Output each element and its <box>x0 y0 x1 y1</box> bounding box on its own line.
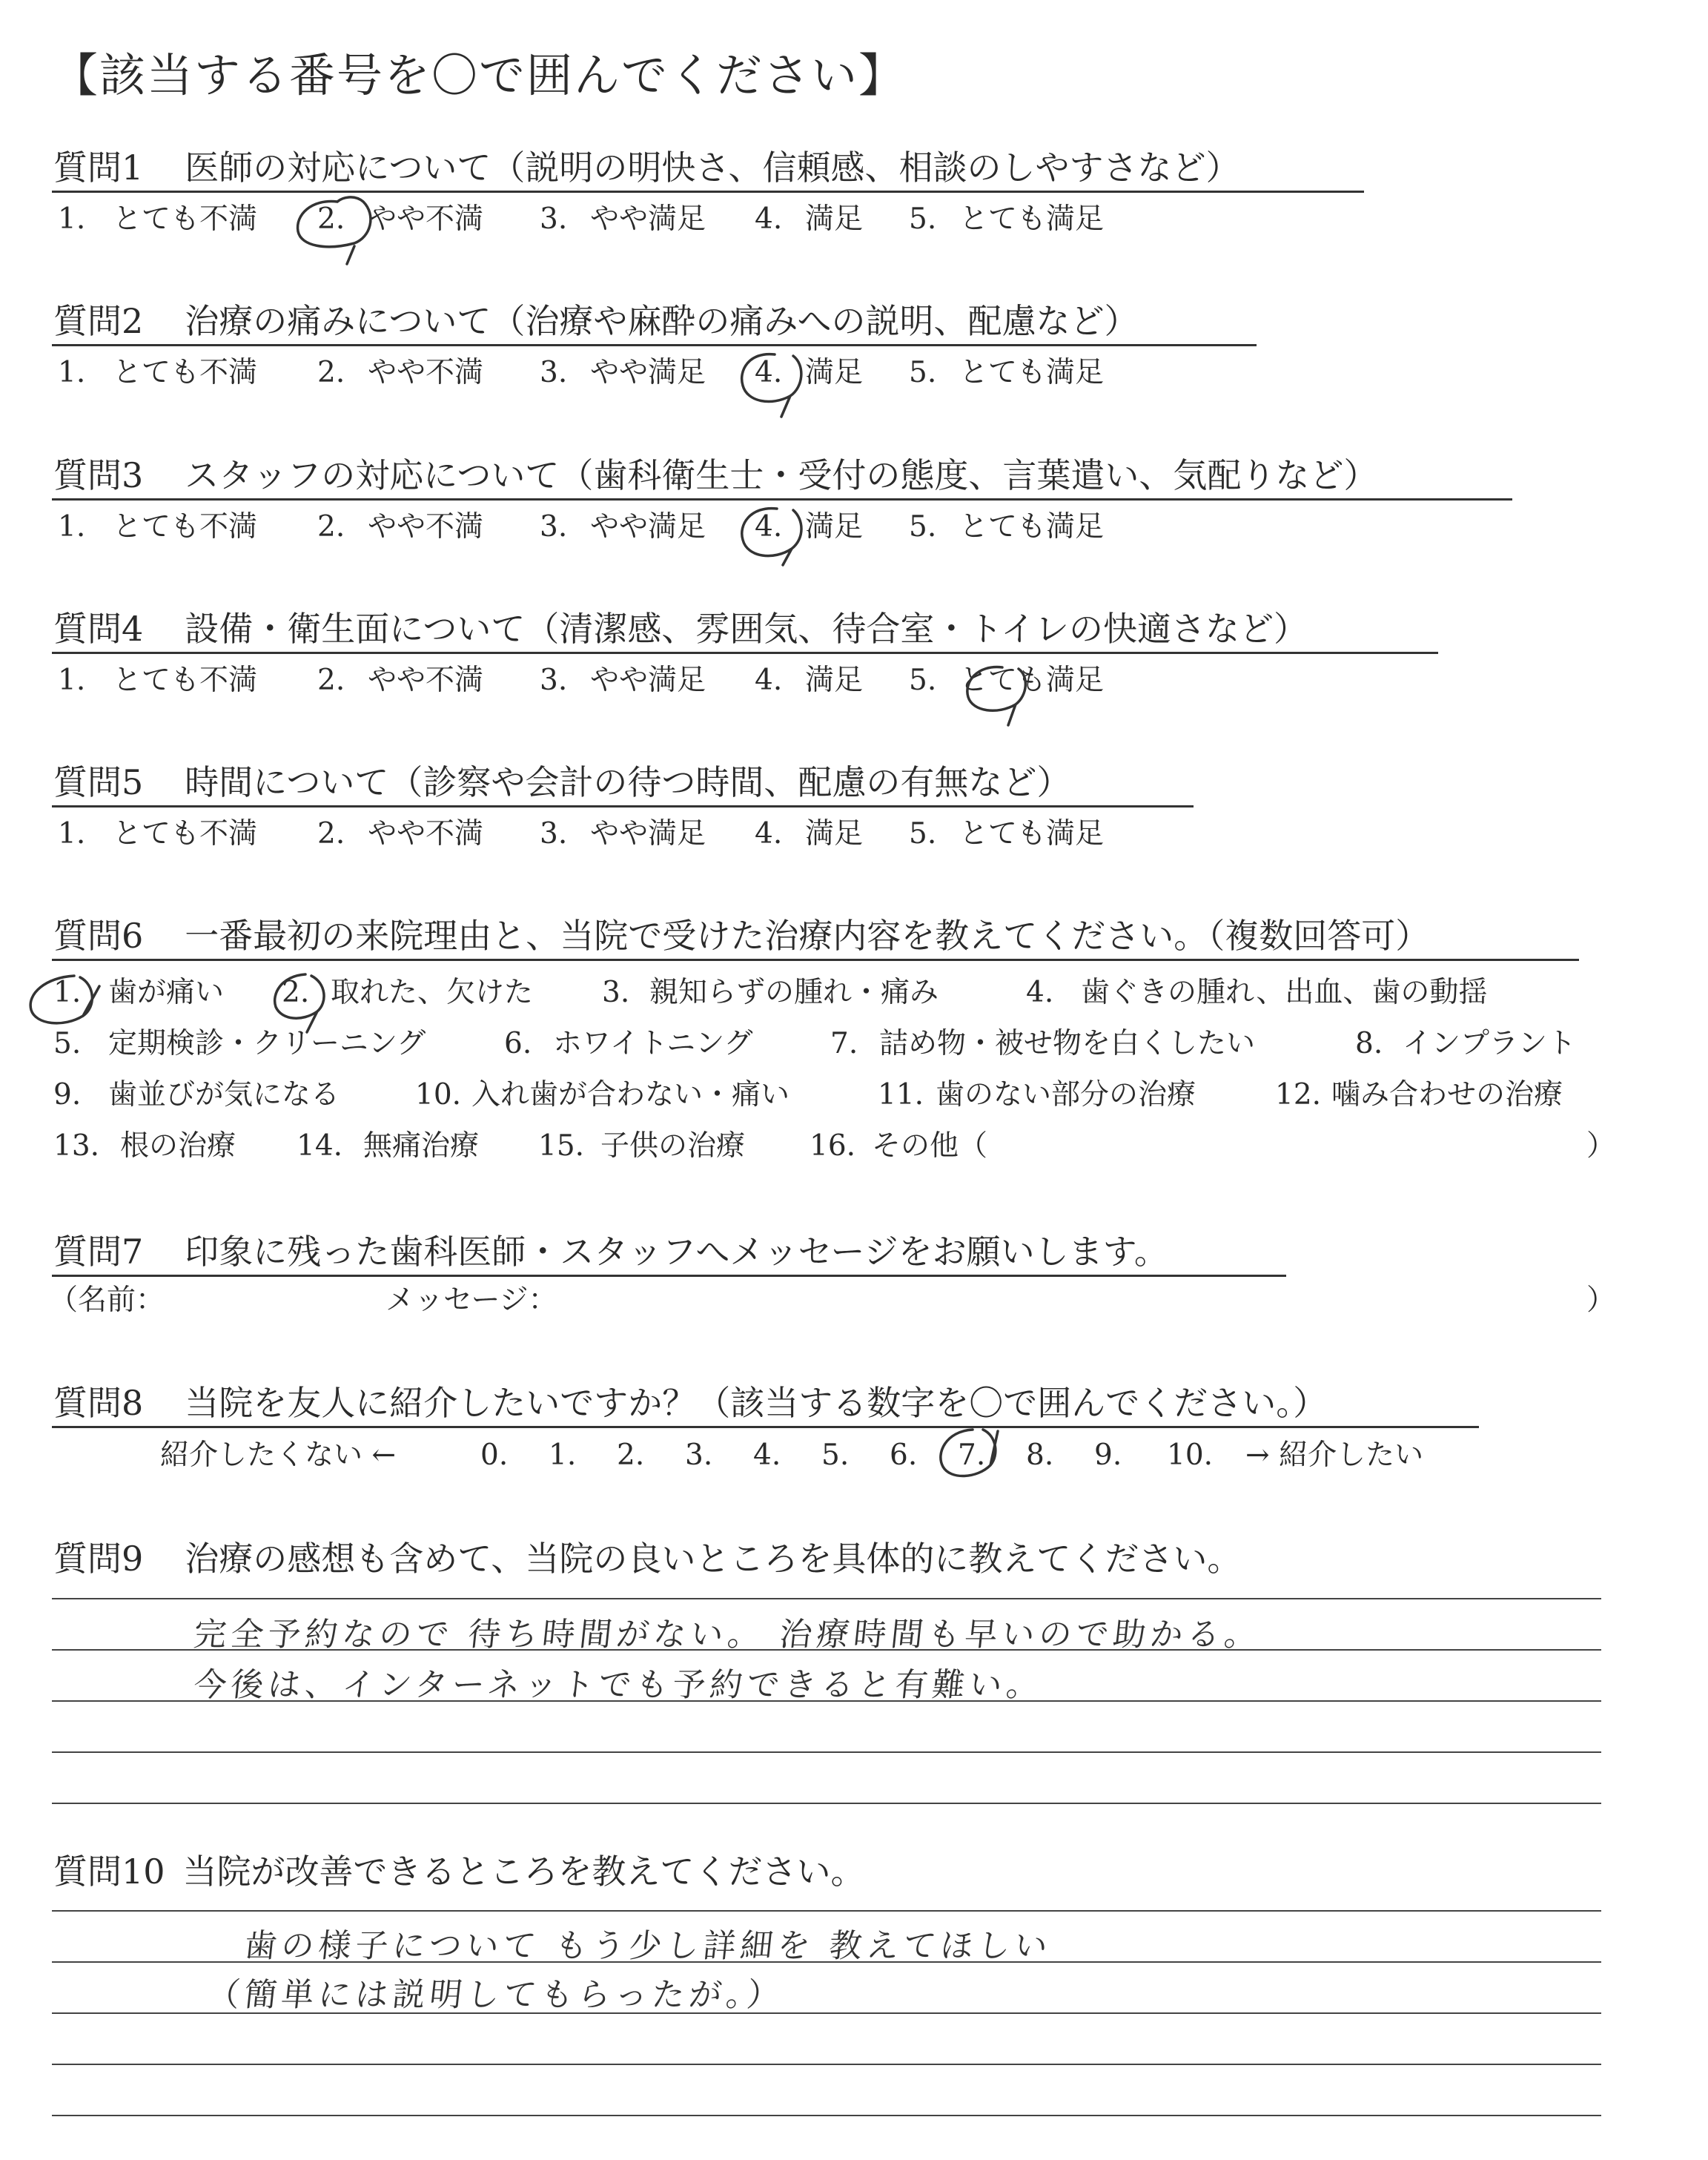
q4-option-3-num[interactable]: 3. <box>540 664 568 697</box>
q8-number-5[interactable]: 5. <box>821 1439 850 1472</box>
question-8: 質問8 当院を友人に紹介したいですか？（該当する数字を〇で囲んでください。） <box>53 1383 1328 1423</box>
q3-option-2-label: やや不満 <box>368 510 484 544</box>
q5-option-4-label: 満足 <box>805 817 864 851</box>
q10-answer-line-5 <box>52 2115 1601 2116</box>
q1-option-1-label: とても不満 <box>113 202 258 236</box>
q1-option-5-num[interactable]: 5. <box>909 202 937 236</box>
q6-option-15-num[interactable]: 15. <box>538 1129 585 1163</box>
q8-number-8[interactable]: 8. <box>1026 1439 1054 1472</box>
q6-option-11-num[interactable]: 11. <box>878 1078 924 1112</box>
q2-option-4-label: 満足 <box>805 356 864 389</box>
q3-option-4-label: 満足 <box>805 510 864 544</box>
q10-answer-line-1 <box>52 1910 1601 1912</box>
q6-option-6-label: ホワイトニング <box>553 1027 753 1060</box>
q3-option-4-num[interactable]: 4. <box>755 510 783 544</box>
q6-option-15-label: 子供の治療 <box>600 1129 746 1163</box>
q7-message-label: メッセージ： <box>385 1284 557 1317</box>
q6-option-9-num[interactable]: 9. <box>53 1078 82 1112</box>
q6-option-7-num[interactable]: 7. <box>830 1027 858 1060</box>
question-6: 質問6 一番最初の来院理由と、当院で受けた治療内容を教えてください。（複数回答可） <box>53 916 1430 956</box>
q6-option-8-label: インプラント <box>1403 1027 1577 1060</box>
q7-name-label: （名前： <box>49 1284 165 1317</box>
q6-option-11-label: 歯のない部分の治療 <box>936 1078 1196 1112</box>
q1-option-2-label: やや不満 <box>368 202 484 236</box>
q5-option-2-label: やや不満 <box>368 817 484 851</box>
q8-number-3[interactable]: 3. <box>685 1439 713 1472</box>
q4-option-5-label: とても満足 <box>959 664 1105 697</box>
question-1: 質問1 医師の対応について（説明の明快さ、信頼感、相談のしやすさなど） <box>53 148 1240 188</box>
q6-option-2-label: 取れた、欠けた <box>331 976 534 1009</box>
q6-option-3-label: 親知らずの腫れ・痛み <box>649 976 939 1009</box>
q6-option-7-label: 詰め物・被せ物を白くしたい <box>879 1027 1256 1060</box>
q6-option-3-num[interactable]: 3. <box>602 976 630 1009</box>
q2-option-2-label: やや不満 <box>368 356 484 389</box>
q2-option-3-num[interactable]: 3. <box>540 356 568 389</box>
q6-option-10-num[interactable]: 10. <box>415 1078 462 1112</box>
q10-handwritten-answer-1: 歯の様子について もう少し詳細を 教えてほしい <box>242 1927 1054 1965</box>
question-1-underline <box>52 191 1364 193</box>
q5-option-1-num[interactable]: 1. <box>58 817 86 851</box>
q5-option-5-num[interactable]: 5. <box>909 817 937 851</box>
q6-option-13-num[interactable]: 13. <box>53 1129 100 1163</box>
q3-option-1-num[interactable]: 1. <box>58 510 86 544</box>
question-6-underline <box>52 959 1579 961</box>
question-7-underline <box>52 1275 1286 1277</box>
q1-option-5-label: とても満足 <box>959 202 1105 236</box>
q2-option-1-num[interactable]: 1. <box>58 356 86 389</box>
q2-option-4-num[interactable]: 4. <box>755 356 783 389</box>
q5-option-2-num[interactable]: 2. <box>317 817 345 851</box>
q9-answer-line-4 <box>52 1751 1601 1753</box>
q6-option-12-label: 噛み合わせの治療 <box>1331 1078 1563 1112</box>
q6-option-14-num[interactable]: 14. <box>297 1129 343 1163</box>
q6-option-14-label: 無痛治療 <box>363 1129 480 1163</box>
q6-option-12-num[interactable]: 12. <box>1275 1078 1322 1112</box>
q9-handwritten-answer-2: 今後は、インターネットでも予約できると有難い。 <box>191 1666 1046 1704</box>
q6-option-4-label: 歯ぐきの腫れ、出血、歯の動揺 <box>1081 976 1488 1009</box>
q6-option-1-num[interactable]: 1. <box>53 976 82 1009</box>
q2-option-1-label: とても不満 <box>113 356 258 389</box>
q8-number-4[interactable]: 4. <box>753 1439 781 1472</box>
q1-option-3-num[interactable]: 3. <box>540 202 568 236</box>
q3-option-1-label: とても不満 <box>113 510 258 544</box>
q9-answer-line-5 <box>52 1803 1601 1804</box>
q8-number-6[interactable]: 6. <box>890 1439 918 1472</box>
question-2-underline <box>52 344 1257 346</box>
question-2: 質問2 治療の痛みについて（治療や麻酔の痛みへの説明、配慮など） <box>53 301 1139 341</box>
q6-option-5-num[interactable]: 5. <box>53 1027 82 1060</box>
q8-number-0[interactable]: 0. <box>480 1439 509 1472</box>
q6-option-5-label: 定期検診・クリーニング <box>108 1027 426 1060</box>
q2-option-5-label: とても満足 <box>959 356 1105 389</box>
q4-option-1-label: とても不満 <box>113 664 258 697</box>
q3-option-2-num[interactable]: 2. <box>317 510 345 544</box>
q6-option-1-label: 歯が痛い <box>108 976 225 1009</box>
form-title: 【該当する番号を〇で囲んでください】 <box>52 48 907 102</box>
q6-option-9-label: 歯並びが気になる <box>108 1078 340 1112</box>
q4-option-4-num[interactable]: 4. <box>755 664 783 697</box>
q8-number-7[interactable]: 7. <box>958 1439 986 1472</box>
q8-number-9[interactable]: 9. <box>1094 1439 1122 1472</box>
question-4-underline <box>52 652 1438 654</box>
q4-option-5-num[interactable]: 5. <box>909 664 937 697</box>
q1-option-4-label: 満足 <box>805 202 864 236</box>
q10-answer-line-4 <box>52 2064 1601 2065</box>
q5-option-1-label: とても不満 <box>113 817 258 851</box>
q5-option-3-label: やや満足 <box>590 817 706 851</box>
q4-option-2-num[interactable]: 2. <box>317 664 345 697</box>
q8-left-label: 紹介したくない ← <box>160 1439 397 1472</box>
q9-answer-line-1 <box>52 1598 1601 1599</box>
question-10: 質問10 当院が改善できるところを教えてください。 <box>53 1852 865 1892</box>
q5-option-5-label: とても満足 <box>959 817 1105 851</box>
q10-handwritten-answer-2: （簡単には説明してもらったが。） <box>205 1976 787 2014</box>
q6-option-13-label: 根の治療 <box>120 1129 236 1163</box>
q8-number-1[interactable]: 1. <box>549 1439 577 1472</box>
q4-option-4-label: 満足 <box>805 664 864 697</box>
q3-option-3-label: やや満足 <box>590 510 706 544</box>
q6-other-close-paren: ） <box>1586 1129 1616 1163</box>
question-3: 質問3 スタッフの対応について（歯科衛生士・受付の態度、言葉遣い、気配りなど） <box>53 455 1378 495</box>
q6-option-2-num[interactable]: 2. <box>282 976 310 1009</box>
q1-option-1-num[interactable]: 1. <box>58 202 86 236</box>
question-5-underline <box>52 805 1194 807</box>
q8-right-label: → 紹介したい <box>1245 1439 1424 1472</box>
q6-option-10-label: 入れ歯が合わない・痛い <box>471 1078 790 1112</box>
q3-option-5-label: とても満足 <box>959 510 1105 544</box>
q2-option-3-label: やや満足 <box>590 356 706 389</box>
q8-number-2[interactable]: 2. <box>617 1439 645 1472</box>
q6-option-6-num[interactable]: 6. <box>504 1027 532 1060</box>
question-8-underline <box>52 1426 1479 1428</box>
question-7: 質問7 印象に残った歯科医師・スタッフへメッセージをお願いします。 <box>53 1232 1168 1272</box>
q7-close-paren: ） <box>1586 1284 1616 1317</box>
q1-option-2-num[interactable]: 2. <box>317 202 345 236</box>
q8-number-10[interactable]: 10. <box>1167 1439 1214 1472</box>
question-9: 質問9 治療の感想も含めて、当院の良いところを具体的に教えてください。 <box>53 1539 1242 1579</box>
q2-option-2-num[interactable]: 2. <box>317 356 345 389</box>
question-3-underline <box>52 498 1512 501</box>
q4-option-3-label: やや満足 <box>590 664 706 697</box>
question-4: 質問4 設備・衛生面について（清潔感、雰囲気、待合室・トイレの快適さなど） <box>53 609 1308 649</box>
q3-option-3-num[interactable]: 3. <box>540 510 568 544</box>
q5-option-4-num[interactable]: 4. <box>755 817 783 851</box>
question-5: 質問5 時間について（診察や会計の待つ時間、配慮の有無など） <box>53 762 1071 802</box>
q4-option-1-num[interactable]: 1. <box>58 664 86 697</box>
q4-option-2-label: やや不満 <box>368 664 484 697</box>
q5-option-3-num[interactable]: 3. <box>540 817 568 851</box>
q1-option-3-label: やや満足 <box>590 202 706 236</box>
q9-handwritten-answer-1: 完全予約なので 待ち時間がない。 治療時間も早いので助かる。 <box>191 1616 1264 1654</box>
q2-option-5-num[interactable]: 5. <box>909 356 937 389</box>
q3-option-5-num[interactable]: 5. <box>909 510 937 544</box>
q6-option-16-num[interactable]: 16. <box>810 1129 856 1163</box>
q6-option-16-label: その他（ <box>872 1129 988 1163</box>
q6-option-4-num[interactable]: 4. <box>1026 976 1054 1009</box>
q6-option-8-num[interactable]: 8. <box>1355 1027 1383 1060</box>
q1-option-4-num[interactable]: 4. <box>755 202 783 236</box>
